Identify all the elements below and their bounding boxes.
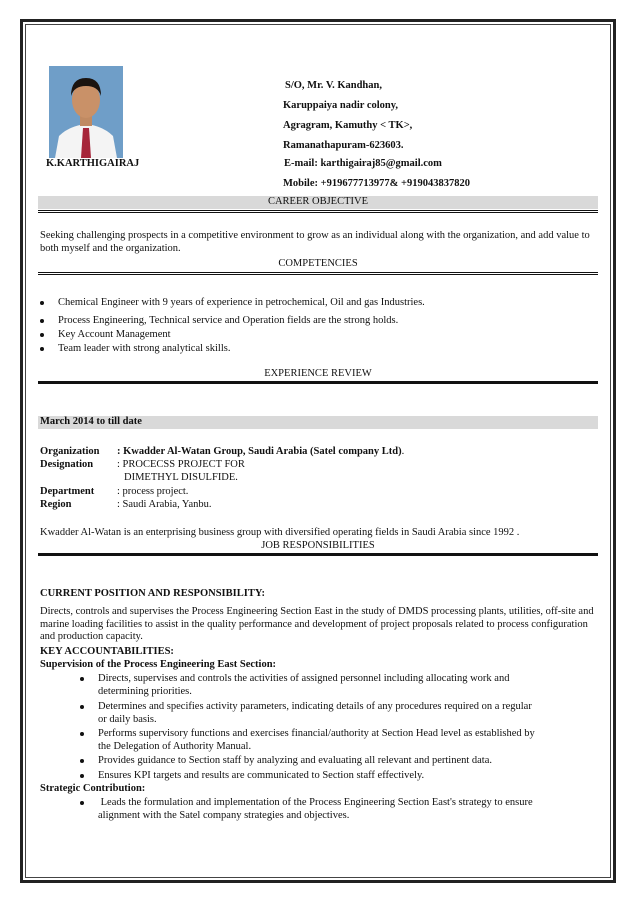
supervision-heading: Supervision of the Process Engineering East Section: xyxy=(40,659,277,670)
profile-photo xyxy=(49,66,123,158)
address-line-4: Ramanathapuram-623603. xyxy=(283,140,404,151)
bullet-icon xyxy=(80,759,84,763)
email-line[interactable]: E-mail: karthigairaj85@gmail.com xyxy=(284,158,442,169)
org-value: : Kwadder Al-Watan Group, Saudi Arabia (Satel company Ltd). xyxy=(117,446,405,457)
address-line-3: Agragram, Kamuthy < TK>, xyxy=(283,120,413,131)
list-item: Directs, supervises and controls the activities of assigned personnel including allocating work and xyxy=(80,673,509,684)
list-item-continuation: determining priorities. xyxy=(98,686,192,697)
list-item-continuation: alignment with the Satel company strategies and objectives. xyxy=(98,810,350,821)
designation-value: : PROCECSS PROJECT FOR xyxy=(117,459,245,470)
bullet-icon xyxy=(80,801,84,805)
experience-heading: EXPERIENCE REVIEW xyxy=(264,368,372,379)
designation-label: Designation xyxy=(40,459,94,470)
job-responsibilities-heading: JOB RESPONSIBILITIES xyxy=(261,540,375,551)
list-item: Key Account Management xyxy=(40,329,171,340)
candidate-name: K.KARTHIGAIRAJ xyxy=(46,158,140,169)
list-item: Process Engineering, Technical service and Operation fields are the strong holds. xyxy=(40,315,398,326)
list-item: Team leader with strong analytical skills. xyxy=(40,343,230,354)
mobile-line: Mobile: +919677713977& +919043837820 xyxy=(283,178,470,189)
bullet-icon xyxy=(40,319,44,323)
career-objective-heading: CAREER OBJECTIVE xyxy=(38,196,598,209)
list-item-continuation: or daily basis. xyxy=(98,714,157,725)
bullet-icon xyxy=(80,677,84,681)
region-label: Region xyxy=(40,499,72,510)
career-objective-text: Seeking challenging prospects in a competitive environment to grow as an individual along with the organization, and add value to both myself and the organization. xyxy=(40,230,590,254)
department-label: Department xyxy=(40,486,95,497)
list-item: Leads the formulation and implementation of the Process Engineering Section East's strategy to ensure xyxy=(80,797,533,808)
list-item: Chemical Engineer with 9 years of experience in petrochemical, Oil and gas Industries. xyxy=(40,297,425,308)
bullet-icon xyxy=(40,347,44,351)
competencies-heading: COMPETENCIES xyxy=(278,258,358,269)
bullet-icon xyxy=(80,774,84,778)
current-position-heading: CURRENT POSITION AND RESPONSIBILITY: xyxy=(40,588,265,599)
address-line-2: Karuppaiya nadir colony, xyxy=(283,100,399,111)
divider xyxy=(38,210,598,213)
bullet-icon xyxy=(40,333,44,337)
company-description: Kwadder Al-Watan is an enterprising business group with diversified operating fields in Saudi Arabia since 1992 . xyxy=(40,527,520,538)
designation-value-2: DIMETHYL DISULFIDE. xyxy=(124,472,238,483)
list-item-continuation: the Delegation of Authority Manual. xyxy=(98,741,252,752)
bullet-icon xyxy=(40,301,44,305)
list-item: Ensures KPI targets and results are communicated to Section staff effectively. xyxy=(80,770,424,781)
strategic-heading: Strategic Contribution: xyxy=(40,783,146,794)
key-accountabilities-heading: KEY ACCOUNTABILITIES: xyxy=(40,646,174,657)
divider xyxy=(38,553,598,556)
bullet-icon xyxy=(80,705,84,709)
list-item: Determines and specifies activity parameters, indicating details of any procedures required on a regular xyxy=(80,701,532,712)
period-bar: March 2014 to till date xyxy=(38,416,598,429)
list-item: Performs supervisory functions and exercises financial/authority at Section Head level as established by xyxy=(80,728,535,739)
address-line-1: S/O, Mr. V. Kandhan, xyxy=(285,80,382,91)
list-item: Provides guidance to Section staff by analyzing and evaluating all relevant and pertinent data. xyxy=(80,755,492,766)
region-value: : Saudi Arabia, Yanbu. xyxy=(117,499,212,510)
divider xyxy=(38,272,598,275)
department-value: : process project. xyxy=(117,486,189,497)
current-position-text: Directs, controls and supervises the Process Engineering Section East in the study of DMDS processing plants, utilities, off-site and marine loading facilities to assist in the quality performance and development of project proposals related to process configuration and production capacity. xyxy=(40,606,594,643)
bullet-icon xyxy=(80,732,84,736)
divider xyxy=(38,381,598,384)
org-label: Organization xyxy=(40,446,100,457)
